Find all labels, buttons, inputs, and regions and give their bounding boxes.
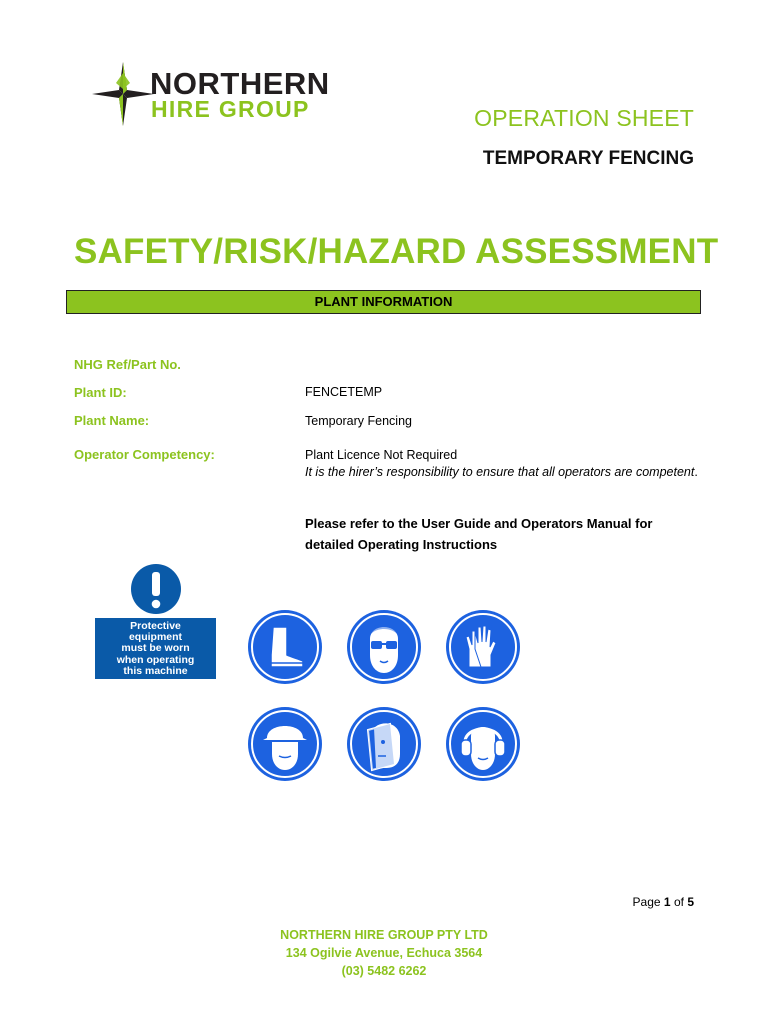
- sign-line-4: when operating: [116, 653, 195, 666]
- page-title: SAFETY/RISK/HAZARD ASSESSMENT: [74, 232, 719, 271]
- sign-line-5: this machine: [123, 664, 188, 677]
- sign-line-3: must be worn: [121, 642, 190, 655]
- ear-muffs-icon: [445, 706, 521, 782]
- footer-address: 134 Ogilvie Avenue, Echuca 3564: [285, 946, 483, 960]
- exclamation-icon: [130, 563, 182, 615]
- section-heading-plant-information: PLANT INFORMATION: [66, 290, 701, 314]
- safety-boots-icon: [247, 609, 323, 685]
- competency-note: [305, 464, 705, 481]
- document-subject: TEMPORARY FENCING: [482, 148, 694, 169]
- field-label-plant-id: Plant ID:: [74, 385, 127, 400]
- logo-text-northern: NORTHERN: [150, 66, 330, 101]
- page-prefix: Page: [632, 895, 661, 909]
- gloves-icon: [445, 609, 521, 685]
- competency-note-text: It is the hirer’s responsibility to ensure that all operators are competent: [305, 465, 695, 479]
- sign-line-2: equipment: [128, 631, 183, 644]
- field-label-operator-competency: Operator Competency:: [74, 447, 215, 462]
- sign-text-panel: [95, 618, 216, 679]
- page-number: [633, 895, 694, 909]
- field-value-operator-competency: Plant Licence Not Required: [305, 448, 458, 462]
- page-current: 1: [663, 895, 671, 909]
- logo-text-hire-group: HIRE GROUP: [151, 96, 310, 122]
- compass-star-icon: [90, 60, 156, 128]
- field-value-plant-id: FENCETEMP: [305, 385, 383, 399]
- field-label-ref: NHG Ref/Part No.: [74, 357, 181, 372]
- document-type: OPERATION SHEET: [474, 105, 694, 131]
- field-value-plant-name: Temporary Fencing: [305, 414, 412, 428]
- hard-hat-icon: [247, 706, 323, 782]
- safety-glasses-icon: [346, 609, 422, 685]
- field-label-plant-name: Plant Name:: [74, 413, 150, 428]
- protective-equipment-sign: [95, 561, 216, 679]
- company-logo: [90, 60, 340, 130]
- footer-company: NORTHERN HIRE GROUP PTY LTD: [280, 928, 488, 942]
- face-shield-icon: [346, 706, 422, 782]
- refer-to-manual-text: Please refer to the User Guide and Operators Manual for detailed Operating Instructions: [305, 516, 653, 552]
- sign-line-1: Protective: [130, 620, 181, 632]
- competency-note-end: .: [694, 465, 698, 479]
- page-of: of: [673, 895, 684, 909]
- footer-phone: (03) 5482 6262: [341, 964, 427, 978]
- page-total: 5: [687, 895, 694, 909]
